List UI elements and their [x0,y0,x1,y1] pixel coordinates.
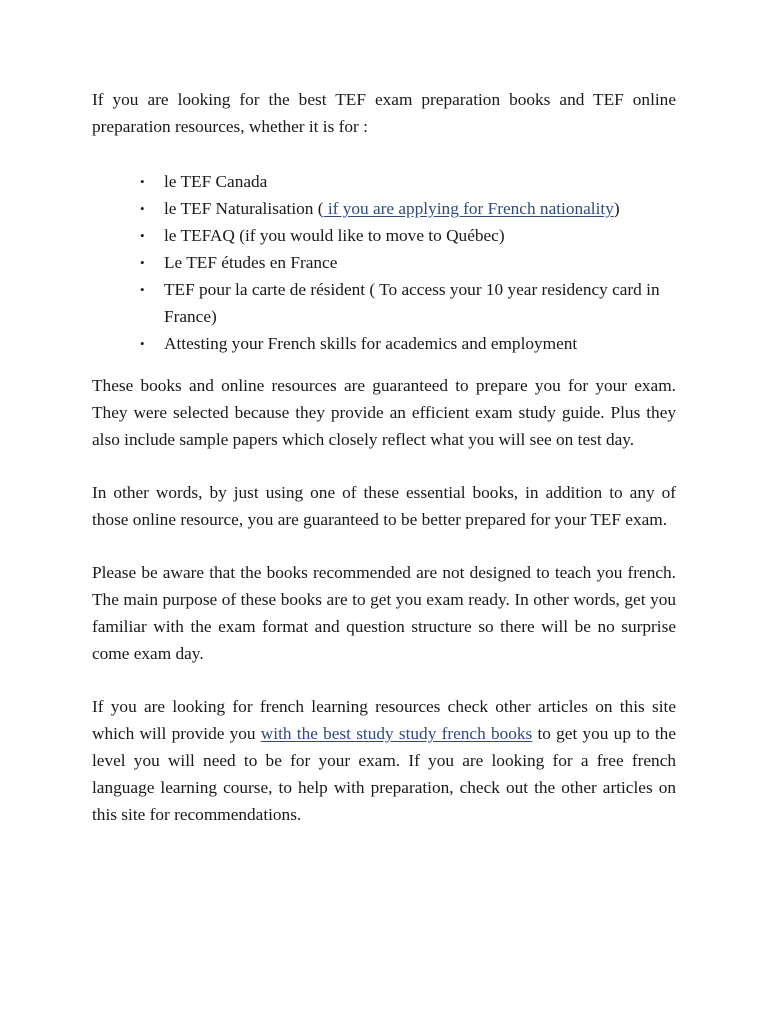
resources-text-end: to get you up to the level you will need to be for your exam. If you are looking for a free french language learning course, to help with preparation, check out the other articles on this site for recommendations. [92,724,676,824]
list-item-text: Le TEF études en France [164,253,338,272]
list-item-text: le TEFAQ (if you would like to move to Québec) [164,226,505,245]
list-item [140,249,676,276]
bullet-icon: • [140,255,145,270]
list-item-text: TEF pour la carte de résident ( To access your 10 year residency card in France) [164,280,660,326]
french-nationality-link[interactable]: if you are applying for French nationality [323,199,614,218]
bullet-icon: • [140,201,145,216]
resources-text-start: If you are looking for french learning resources check other articles on this site which will provide you [92,697,676,743]
list-item-text: Attesting your French skills for academics and employment [164,334,578,353]
guarantee-paragraph: These books and online resources are guaranteed to prepare you for your exam. They were selected because they provide an efficient exam study guide. Plus they also include sample papers which closely reflect what you will see on test day. [92,376,676,449]
list-item [140,195,676,222]
list-item-suffix: ) [613,199,620,218]
bullet-icon: • [140,228,145,243]
list-item [140,168,676,195]
other-words-paragraph: In other words, by just using one of these essential books, in addition to any of those online resource, you are guaranteed to be better prepared for your TEF exam. [92,483,676,529]
intro-paragraph: If you are looking for the best TEF exam preparation books and TEF online preparation resources, whether it is for : [92,90,676,136]
list-item-text [164,195,676,222]
list-item-prefix: le TEF Naturalisation ( [164,199,324,218]
resources-paragraph [92,693,676,828]
list-item [140,276,676,330]
tef-types-list [92,168,676,357]
bullet-icon: • [140,282,145,297]
notice-paragraph: Please be aware that the books recommended are not designed to teach you french. The main purpose of these books are to get you exam ready. In other words, get you familiar with the exam format and question structure so there will be no surprise come exam day. [92,563,676,663]
bullet-icon: • [140,174,145,189]
bullet-icon: • [140,336,145,351]
list-item-text: le TEF Canada [164,172,268,191]
list-item [140,330,676,357]
list-item [140,222,676,249]
study-french-books-link[interactable]: with the best study study french books [260,724,533,743]
